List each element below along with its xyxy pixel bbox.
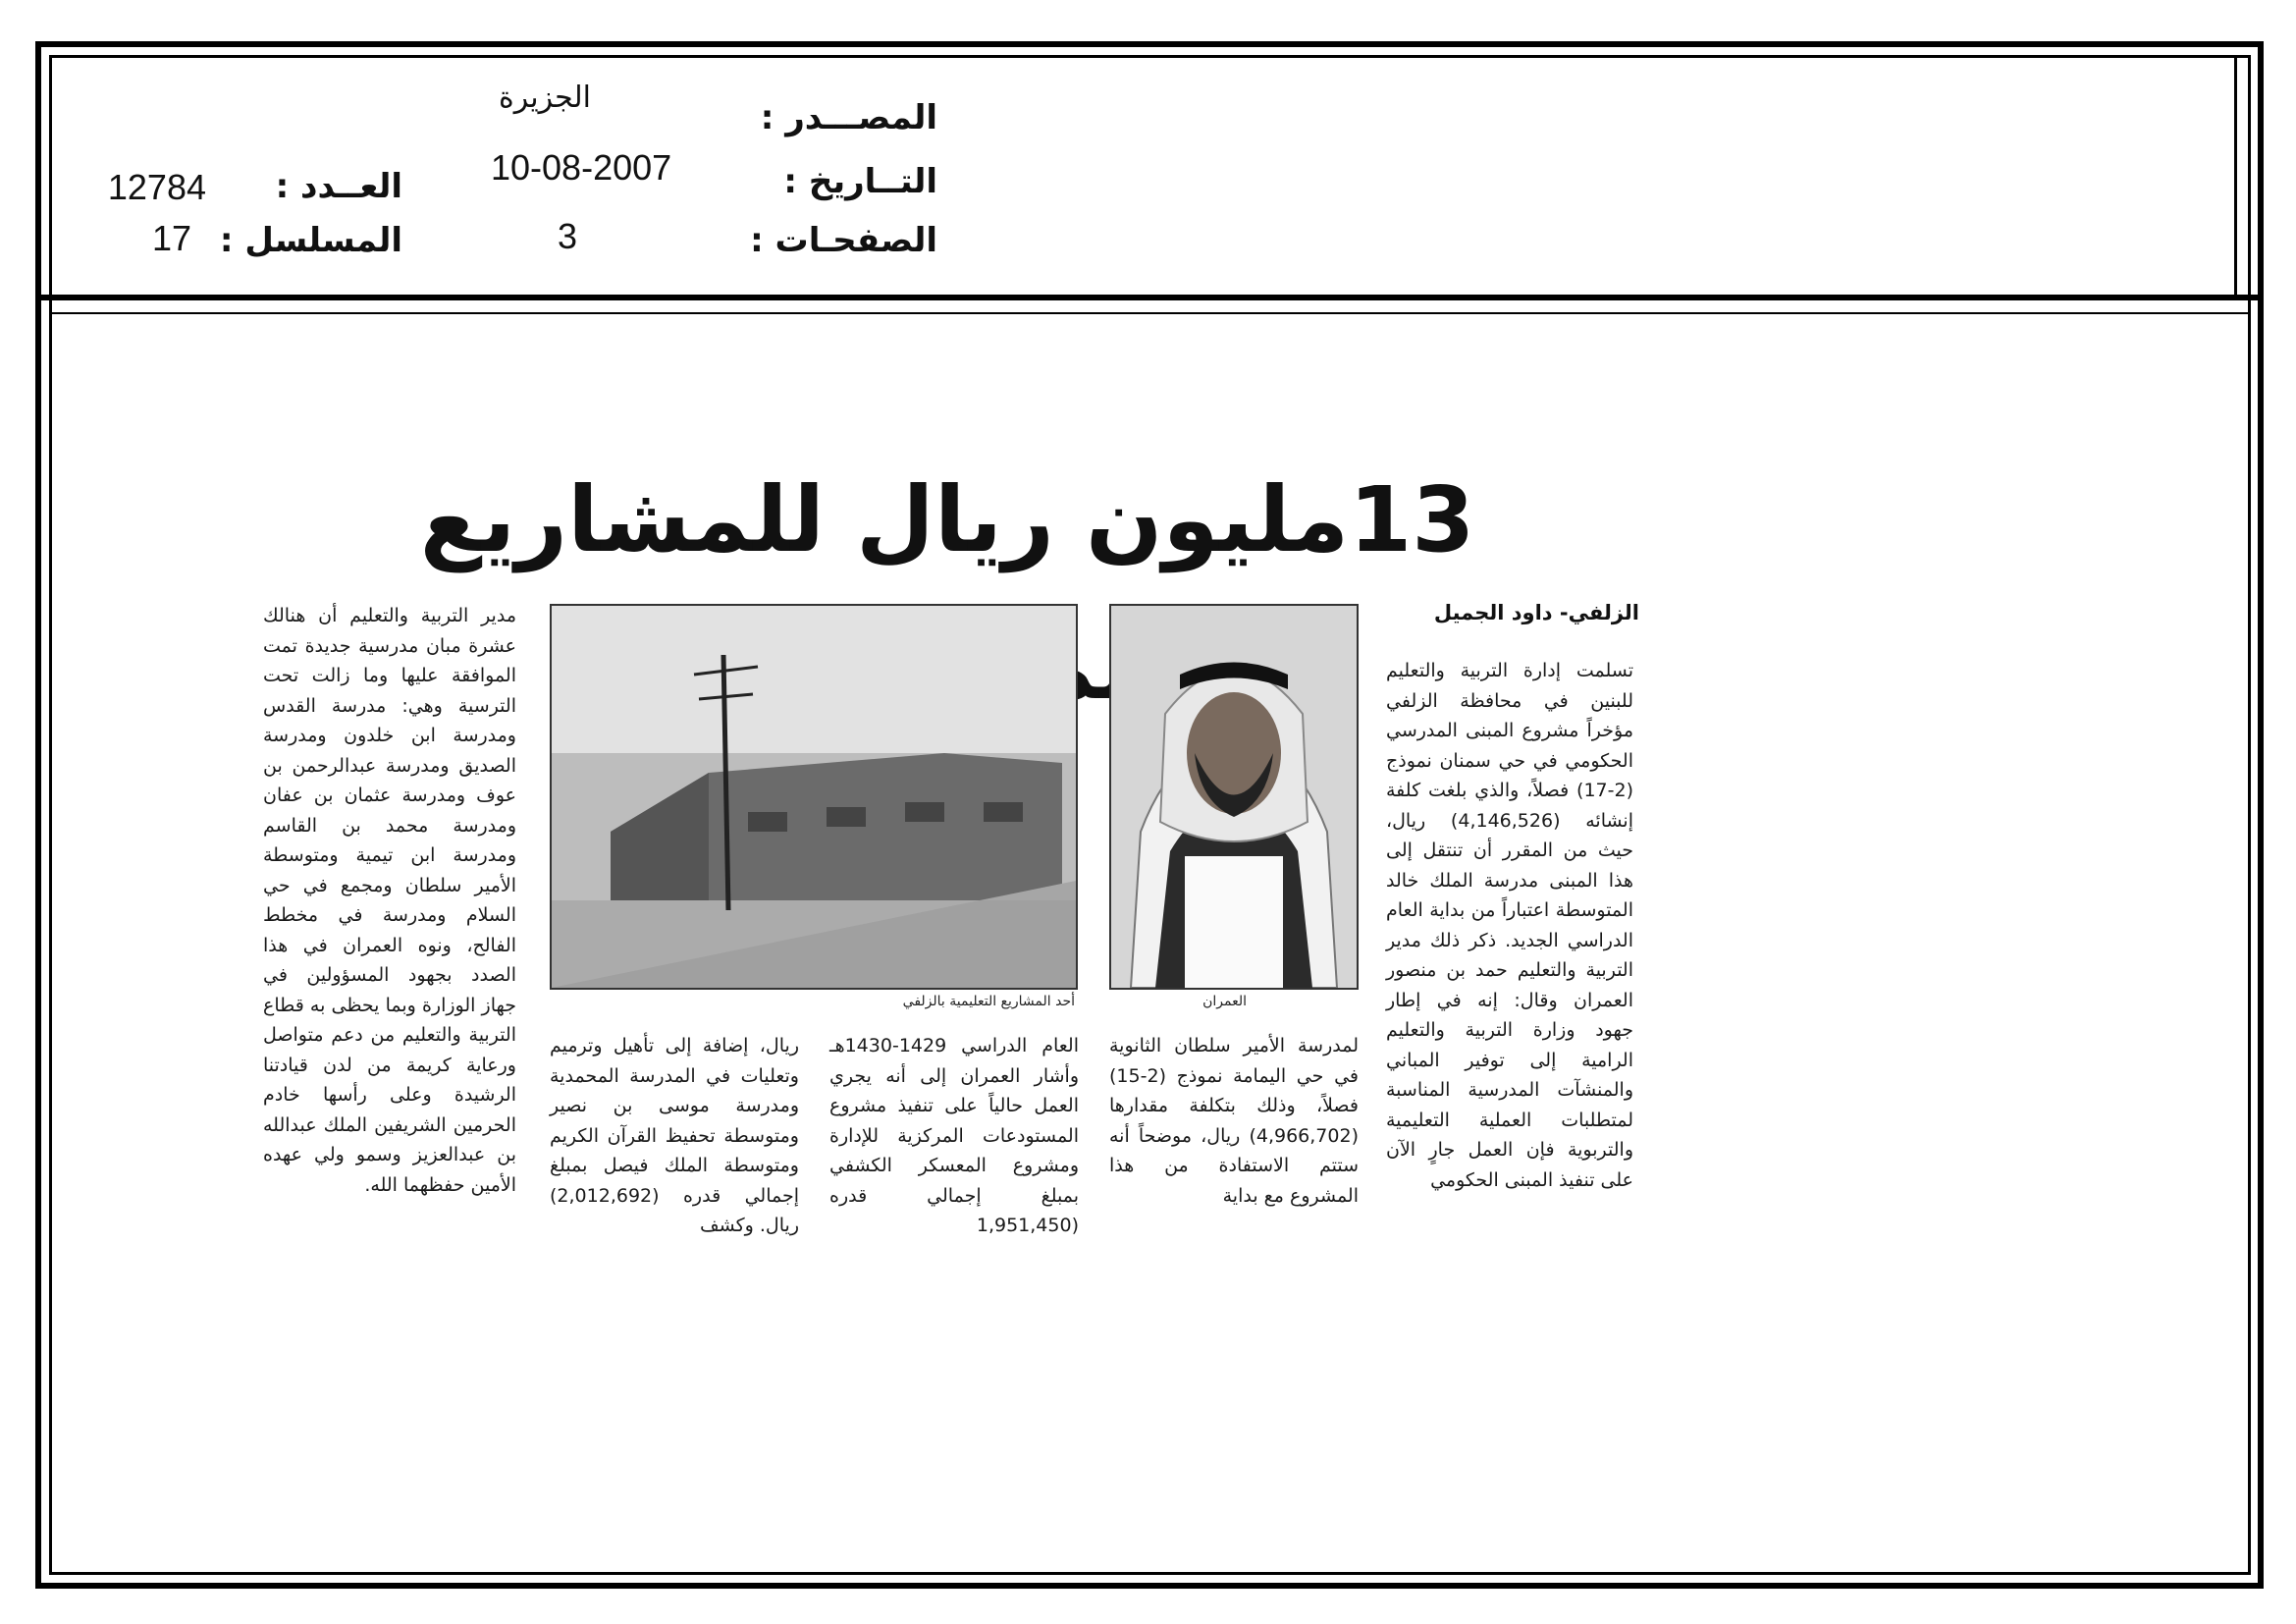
header-right-rule — [2234, 55, 2237, 300]
portrait-image — [1111, 606, 1357, 988]
article-byline: الزلفي- داود الجميل — [1433, 601, 1639, 624]
pages-value: 3 — [558, 216, 578, 256]
header-divider — [37, 295, 2262, 300]
date-value: 10-08-2007 — [491, 147, 672, 188]
header-divider-thin — [51, 312, 2250, 314]
serial-value: 17 — [151, 218, 191, 258]
building-caption: أحد المشاريع التعليمية بالزلفي — [902, 994, 1075, 1009]
article-column-2: لمدرسة الأمير سلطان الثانوية في حي اليمامة نموذج (2-15) فصلاً، وذلك بتكلفة مقدارها (4,966,702) ريال، موضحاً أنه ستتم الاستفادة من هذا المشروع مع بداية — [1109, 1035, 1359, 1207]
issue-label: العــدد : — [275, 167, 402, 206]
article-column-4: ريال، إضافة إلى تأهيل وترميم وتعليات في المدرسة المحمدية ومدرسة موسى بن نصير ومتوسطة تحفيظ القرآن الكريم ومتوسطة الملك فيصل بمبلغ إجمالي قدره (2,012,692) ريال. وكشف — [550, 1035, 799, 1236]
article-headline: 13مليون ريال للمشاريع — [419, 467, 1475, 572]
building-photo — [550, 604, 1078, 990]
pages-label: الصفحـات : — [750, 221, 937, 260]
portrait-caption: العمران — [1202, 994, 1247, 1009]
date-label: التــاريخ : — [783, 162, 937, 201]
portrait-photo — [1109, 604, 1359, 990]
issue-value: 12784 — [107, 167, 206, 207]
article-column-1: تسلمت إدارة التربية والتعليم للبنين في محافظة الزلفي مؤخراً مشروع المبنى المدرسي الحكومي في حي سمنان نموذج (2-17) فصلاً، والذي بلغت كلفة إنشائه (4,146,526) ريال، حيث من المقرر أن تنتقل إلى هذا المبنى مدرسة الملك خالد المتوسطة اعتباراً من بداية العام الدراسي الجديد. ذكر ذلك مدير التربية والتعليم حمد بن منصور العمران وقال: إنه في إطار جهود وزارة التربية والتعليم الرامية إلى توفير المباني والمنشآت المدرسية المناسبة لمتطلبات العملية التعليمية والتربوية فإن العمل جارٍ الآن على تنفيذ المبنى الحكومي — [1386, 660, 1633, 1191]
article-column-5: مدير التربية والتعليم أن هنالك عشرة مبان مدرسية جديدة تمت الموافقة عليها وما زالت تحت الترسية وهي: مدرسة القدس ومدرسة ابن خلدون ومدرسة الصديق ومدرسة عبدالرحمن بن عوف ومدرسة عثمان بن عفان ومدرسة محمد بن القاسم ومدرسة ابن تيمية ومتوسطة الأمير سلطان ومجمع في حي السلام ومدرسة في مخطط الفالح، ونوه العمران في هذا الصدد بجهود المسؤولين في جهاز الوزارة وبما يحظى به قطاع التربية والتعليم من دعم متواصل ورعاية كريمة من لدن قيادتنا الرشيدة وعلى رأسها خادم الحرمين الشريفين الملك عبدالله بن عبدالعزيز وسمو ولي عهده الأمين حفظهما الله. — [263, 605, 516, 1196]
serial-label: المسلسل : — [219, 221, 402, 260]
source-value: الجزيرة — [498, 81, 591, 115]
article-column-3: العام الدراسي 1429-1430هـ وأشار العمران إلى أنه يجري العمل حالياً على تنفيذ مشروع المستودعات المركزية للإدارة ومشروع المعسكر الكشفي بمبلغ إجمالي قدره (1,951,450 — [829, 1035, 1079, 1236]
building-image — [552, 606, 1076, 988]
source-label: المصـــدر : — [760, 98, 937, 137]
